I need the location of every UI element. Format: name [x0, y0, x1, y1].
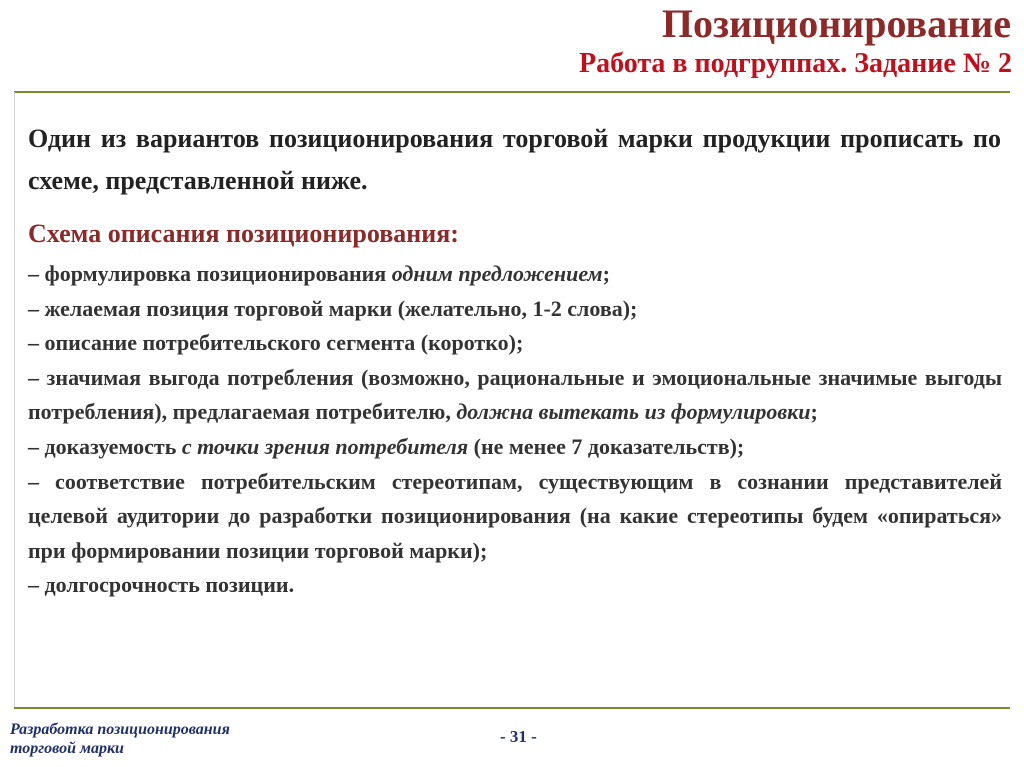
scheme-list: [28, 257, 1002, 603]
page-subtitle: Работа в подгруппах. Задание № 2: [578, 48, 1012, 79]
list-item: – соответствие потребительским стереотипам, существующим в сознании представителей целевой аудитории до разработки позиционирования (на какие стереотипы будем «опираться» при формировании позиции торговой марки);: [28, 468, 1002, 563]
list-item: – значимая выгода потребления (возможно, рациональные и эмоциональные значимые выгоды потребления), предлагаемая потребителю, должна вытекать из формулировки;: [28, 364, 1002, 425]
list-item: – доказуемость с точки зрения потребителя (не менее 7 доказательств);: [28, 433, 745, 459]
footer-caption-line1: Разработка позиционирования: [10, 721, 230, 738]
bottom-divider: [14, 707, 1010, 709]
list-item: – формулировка позиционирования одним предложением;: [28, 261, 610, 286]
page-number: - 31 -: [500, 727, 537, 746]
footer-caption-line2: торговой марки: [10, 740, 124, 757]
top-divider: [14, 91, 1010, 93]
intro-text: Один из вариантов позиционирования торговой марки продукции прописать по схеме, представленной ниже.: [28, 124, 1001, 195]
list-item: – описание потребительского сегмента (коротко);: [28, 330, 524, 356]
scheme-heading: Схема описания позиционирования:: [28, 219, 459, 248]
left-border: [14, 92, 15, 708]
list-item: – долгосрочность позиции.: [28, 572, 295, 598]
footer-caption: [10, 720, 230, 758]
list-item: – желаемая позиция торговой марки (желательно, 1-2 слова);: [28, 295, 638, 321]
page-title: Позиционирование: [661, 1, 1011, 46]
